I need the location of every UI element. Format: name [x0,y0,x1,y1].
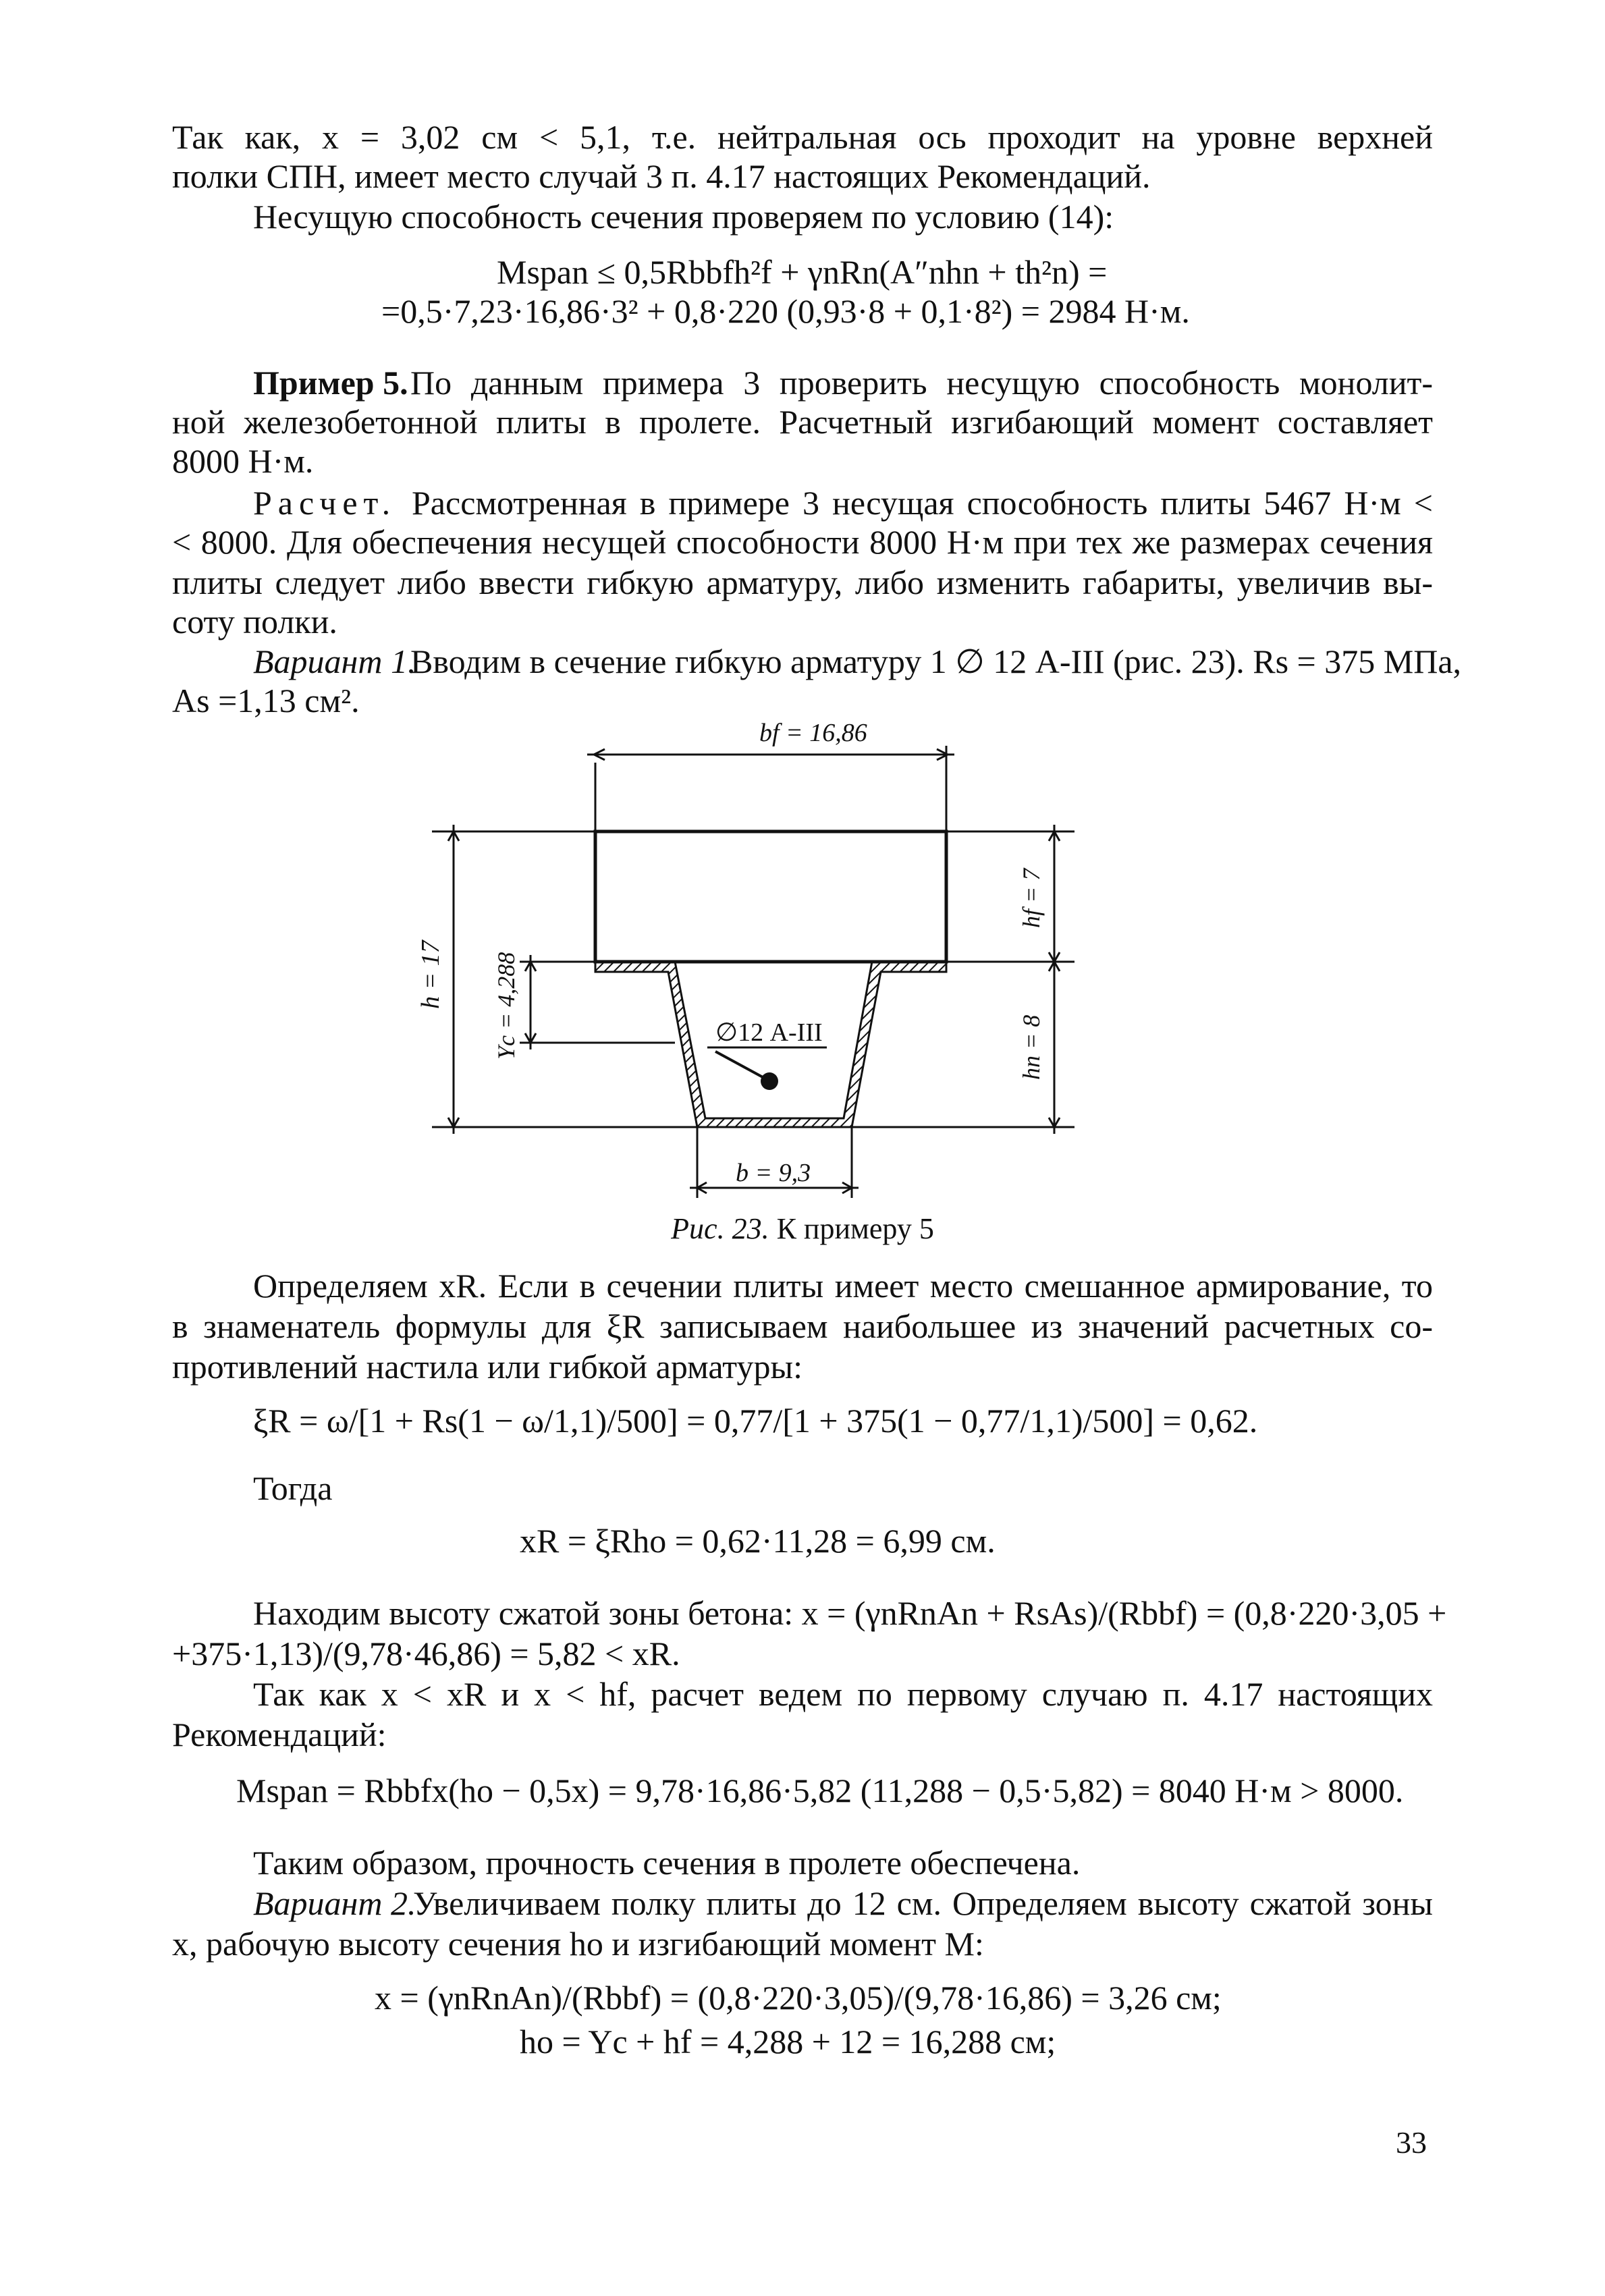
flange-outline [595,831,946,962]
yc-dimension-label: Yc = 4,288 [493,952,520,1060]
hf-dimension-label: hf = 7 [1018,868,1045,928]
text-line: 8000 Н·м. [172,442,314,480]
rebar-dot [761,1072,778,1090]
text-line: < 8000. Для обеспечения несущей способности 8000 Н·м при тех же размерах сечения [172,523,1433,561]
text-line: Несущую способность сечения проверяем по условию (14): [253,198,1114,236]
formula-line: ξR = ω/[1 + Rs(1 − ω/1,1)/500] = 0,77/[1 + 375(1 − 0,77/1,1)/500] = 0,62. [253,1402,1258,1440]
formula-line: xR = ξRho = 0,62·11,28 = 6,99 см. [520,1522,996,1560]
text-line: соту полки. [172,603,337,640]
text-line: x, рабочую высоту сечения ho и изгибающий момент M: [172,1925,984,1963]
text-line: Определяем xR. Если в сечении плиты имеет место смешанное армирование, то [253,1267,1433,1305]
bf-dimension-label: bf = 16,86 [759,719,867,747]
text-line: По данным примера 3 проверить несущую способность монолит- [410,364,1433,402]
hn-dimension-label: hn = 8 [1018,1014,1045,1080]
text-line: +375·1,13)/(9,78·46,86) = 5,82 < xR. [172,1635,680,1672]
example-title: Пример 5. [253,364,408,402]
text-line: Находим высоту сжатой зоны бетона: x = (γnRnAn + RsAs)/(Rbbf) = (0,8·220·3,05 + [253,1594,1447,1632]
text-line: Увеличиваем полку плиты до 12 см. Определяем высоту сжатой зоны [413,1884,1433,1922]
text-line: ной железобетонной плиты в пролете. Расчетный изгибающий момент составляет [172,403,1433,441]
text-line: Рассмотренная в примере 3 несущая способность плиты 5467 Н·м < [412,484,1433,522]
rebar-label: ∅12 А-III [715,1018,823,1047]
formula-line: Mspan ≤ 0,5Rbbfh²f + γnRn(A″nhn + th²n) = [497,253,1108,291]
text-line: плиты следует либо ввести гибкую арматуру, либо изменить габариты, увеличив вы- [172,564,1433,601]
variant-heading: Вариант 2. [253,1884,416,1922]
formula-line: =0,5·7,23·16,86·3² + 0,8·220 (0,93·8 + 0,1·8²) = 2984 Н·м. [381,292,1190,330]
text-line: Рекомендаций: [172,1716,387,1753]
variant-heading: Вариант 1. [253,643,416,680]
calc-heading: Расчет. [253,484,397,522]
text-line: в знаменатель формулы для ξR записываем наибольшее из значений расчетных со- [172,1307,1433,1345]
figure-caption: Рис. 23. К примеру 5 [671,1212,934,1245]
text-line: Тогда [253,1469,333,1507]
text-line: Так как x < xR и x < hf, расчет ведем по первому случаю п. 4.17 настоящих [253,1675,1433,1713]
formula-line: x = (γnRnAn)/(Rbbf) = (0,8·220·3,05)/(9,78·16,86) = 3,26 см; [375,1979,1222,2017]
formula-line: Mspan = Rbbfx(ho − 0,5x) = 9,78·16,86·5,82 (11,288 − 0,5·5,82) = 8040 Н·м > 8000. [236,1772,1404,1809]
text-line: Так как, x = 3,02 см < 5,1, т.е. нейтральная ось проходит на уровне верхней [172,118,1433,156]
text-line: Таким образом, прочность сечения в пролете обеспечена. [253,1844,1081,1882]
text-line: противлений настила или гибкой арматуры: [172,1348,802,1386]
text-line: As =1,13 см². [172,682,360,719]
page-number: 33 [1396,2125,1427,2160]
b-dimension-label: b = 9,3 [736,1159,811,1187]
text-line: полки СПН, имеет место случай 3 п. 4.17 настоящих Рекомендаций. [172,157,1151,195]
h-dimension-label: h = 17 [416,940,445,1009]
text-line: Вводим в сечение гибкую арматуру 1 ∅ 12 А-III (рис. 23). Rs = 375 МПа, [410,643,1462,680]
formula-line: ho = Yc + hf = 4,288 + 12 = 16,288 см; [520,2023,1056,2060]
